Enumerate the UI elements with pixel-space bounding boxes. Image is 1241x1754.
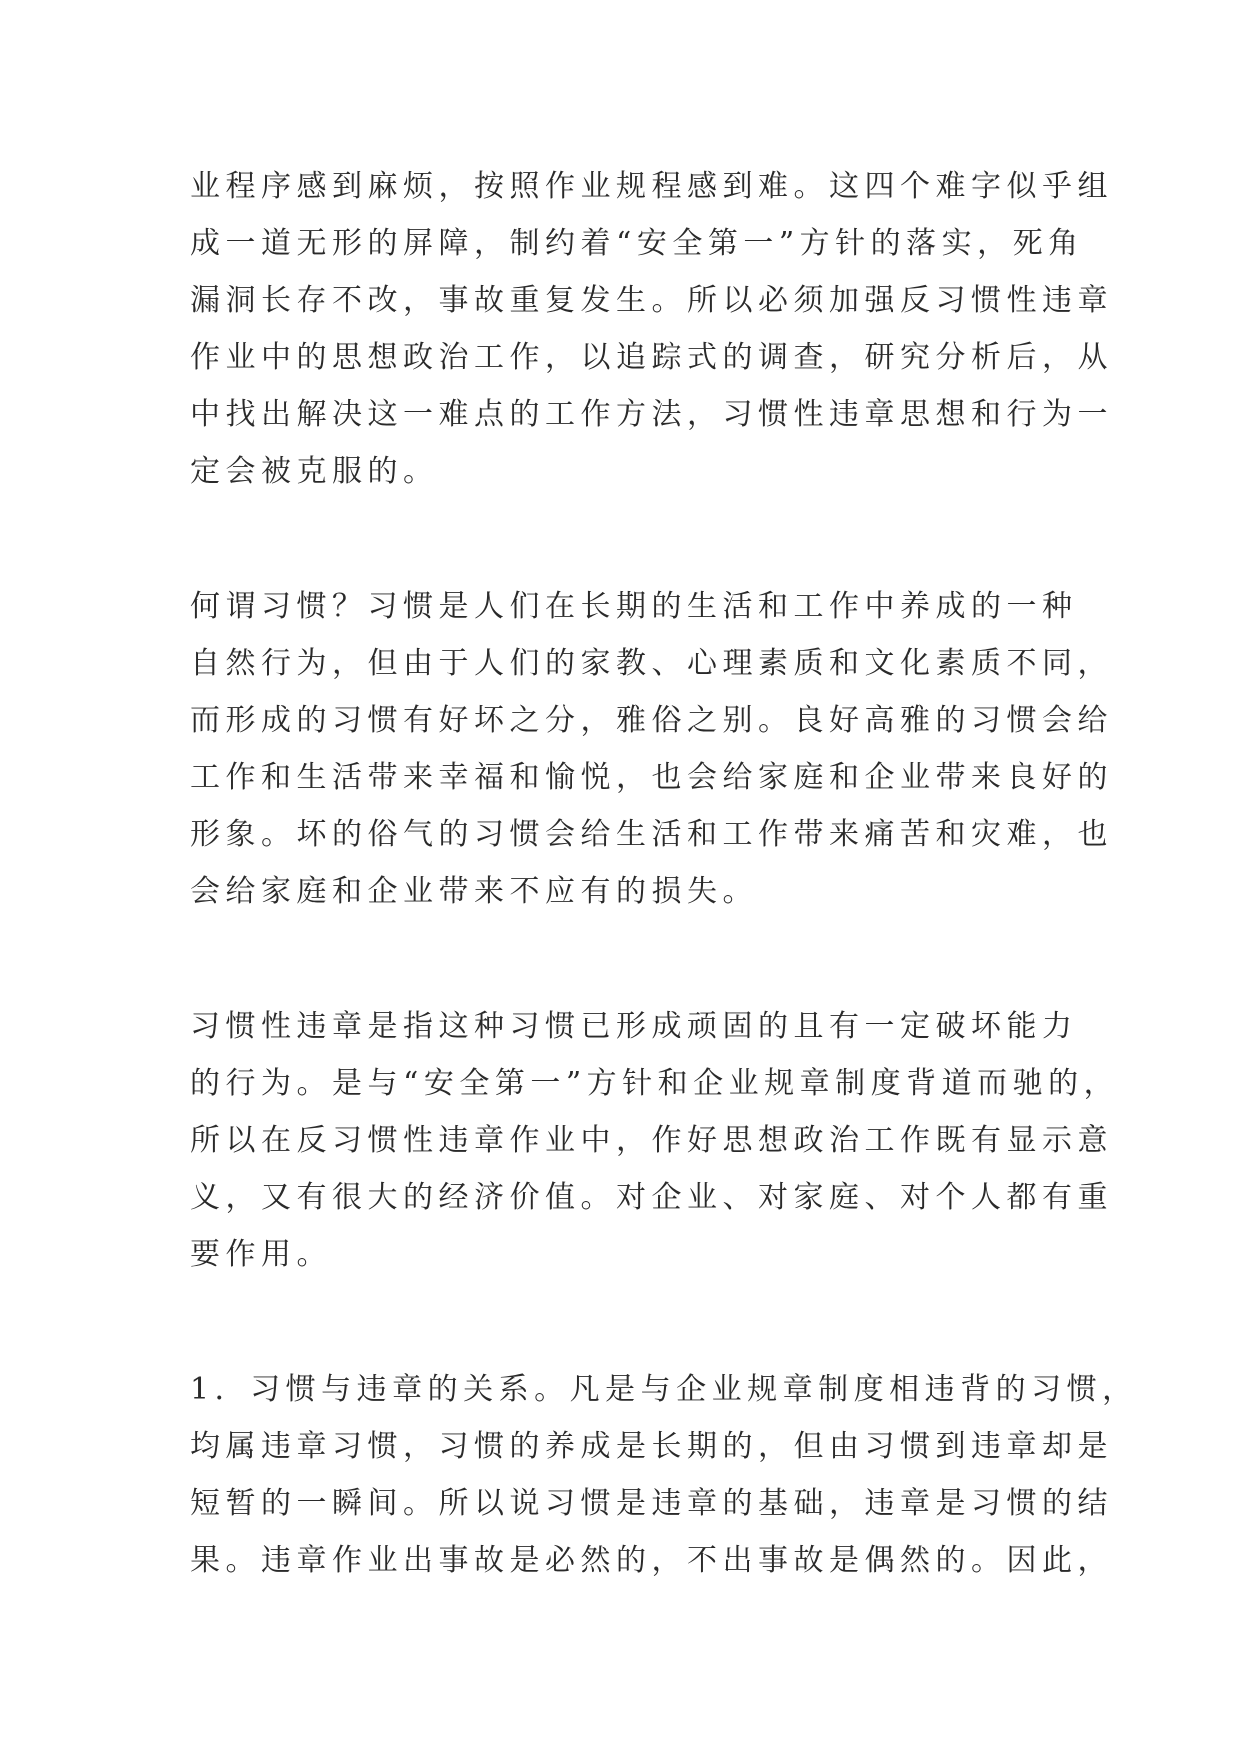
text-line: 习惯性违章是指这种习惯已形成顽固的且有一定破坏能力 [190,1009,1078,1044]
text-line: 会给家庭和企业带来不应有的损失。 [190,874,758,909]
paragraph-1 [190,158,1113,500]
text-line: 漏洞长存不改，事故重复发生。所以必须加强反习惯性违章 [190,283,1113,318]
paragraph-3 [190,998,1120,1283]
text-line: 工作和生活带来幸福和愉悦，也会给家庭和企业带来良好的 [190,760,1113,795]
text-line: 定会被克服的。 [190,454,439,489]
text-line: 而形成的习惯有好坏之分，雅俗之别。良好高雅的习惯会给 [190,703,1113,738]
paragraph-4 [190,1361,1138,1589]
text-line: 何谓习惯？习惯是人们在长期的生活和工作中养成的一种 [190,589,1078,624]
text-line: 要作用。 [190,1237,332,1272]
text-line: 自然行为，但由于人们的家教、心理素质和文化素质不同， [190,646,1113,681]
text-line: 成一道无形的屏障，制约着“安全第一”方针的落实，死角 [190,226,1084,261]
text-line: 中找出解决这一难点的工作方法，习惯性违章思想和行为一 [190,397,1113,432]
text-line: 所以在反习惯性违章作业中，作好思想政治工作既有显示意 [190,1123,1113,1158]
document-body [190,158,1138,1589]
text-line: 均属违章习惯，习惯的养成是长期的，但由习惯到违章却是 [190,1429,1113,1464]
paragraph-spacer [190,920,1080,998]
text-line: 果。违章作业出事故是必然的，不出事故是偶然的。因此， [190,1543,1113,1578]
text-line: 义，又有很大的经济价值。对企业、对家庭、对个人都有重 [190,1180,1113,1215]
paragraph-spacer [190,1283,1080,1361]
text-line: 的行为。是与“安全第一”方针和企业规章制度背道而驰的， [190,1066,1120,1101]
paragraph-spacer [190,500,1080,578]
text-line: 1．习惯与违章的关系。凡是与企业规章制度相违背的习惯， [190,1372,1138,1407]
text-line: 作业中的思想政治工作，以追踪式的调查，研究分析后，从 [190,340,1113,375]
text-line: 业程序感到麻烦，按照作业规程感到难。这四个难字似乎组 [190,169,1113,204]
paragraph-2 [190,578,1113,920]
text-line: 短暂的一瞬间。所以说习惯是违章的基础，违章是习惯的结 [190,1486,1113,1521]
text-line: 形象。坏的俗气的习惯会给生活和工作带来痛苦和灾难，也 [190,817,1113,852]
